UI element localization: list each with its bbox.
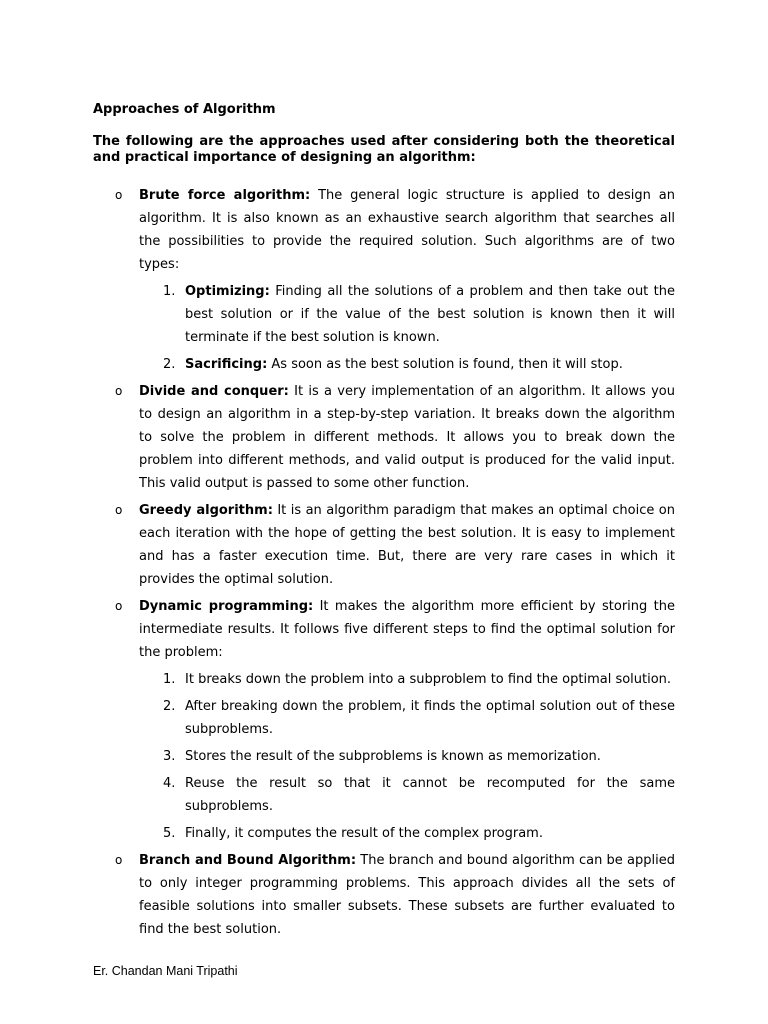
- sub-item-number: 3.: [163, 749, 176, 764]
- sub-list-item: [139, 695, 675, 741]
- bullet-icon: o: [115, 503, 123, 517]
- intro-paragraph: The following are the approaches used after considering both the theoretical and practical importance of designing an algorithm:: [93, 134, 675, 165]
- sub-item-text: Stores the result of the subproblems is known as memorization.: [185, 749, 601, 764]
- sub-item-description: As soon as the best solution is found, then it will stop.: [267, 357, 623, 372]
- list-item: [93, 595, 675, 845]
- bullet-icon: o: [115, 384, 123, 398]
- item-label: Dynamic programming:: [139, 599, 314, 614]
- list-item: [93, 184, 675, 376]
- sub-list-item: [139, 280, 675, 349]
- item-label: Divide and conquer:: [139, 384, 289, 399]
- approaches-list: [93, 184, 675, 945]
- item-text: [139, 184, 675, 276]
- list-item: [93, 499, 675, 591]
- document-title: Approaches of Algorithm: [93, 102, 276, 117]
- item-description: It is an algorithm paradigm that makes an optimal choice on each iteration with the hope of getting the best solution. It is easy to implement and has a faster execution time. But, there are very rare cases in which it provides the optimal solution.: [139, 503, 675, 587]
- sub-item-text: Reuse the result so that it cannot be recomputed for the same subproblems.: [185, 776, 675, 814]
- sub-item-text: Finally, it computes the result of the complex program.: [185, 826, 543, 841]
- sub-list-item: [139, 772, 675, 818]
- sub-item-text: It breaks down the problem into a subproblem to find the optimal solution.: [185, 672, 672, 687]
- sub-list-item: [139, 745, 675, 768]
- sub-item-number: 2.: [163, 357, 176, 372]
- bullet-icon: o: [115, 188, 123, 202]
- list-item: [93, 849, 675, 941]
- sub-item-label: Sacrificing:: [185, 357, 268, 372]
- sub-item-number: 1.: [163, 284, 176, 299]
- sub-list-item: [139, 353, 675, 376]
- sub-item-text: [185, 280, 675, 349]
- bullet-icon: o: [115, 853, 123, 867]
- sub-item-description: Finding all the solutions of a problem and then take out the best solution or if the value of the best solution is known then it will terminate if the best solution is known.: [185, 284, 675, 345]
- sub-item-number: 1.: [163, 672, 176, 687]
- sub-list-item: [139, 668, 675, 691]
- sub-item-number: 4.: [163, 776, 176, 791]
- item-description: The branch and bound algorithm can be applied to only integer programming problems. This approach divides all the sets of feasible solutions into smaller subsets. These subsets are further evaluated to find the best solution.: [139, 853, 675, 937]
- sub-list-item: [139, 822, 675, 845]
- list-item: [93, 380, 675, 495]
- sub-item-text: After breaking down the problem, it finds the optimal solution out of these subproblems.: [185, 699, 675, 737]
- item-description: It is a very implementation of an algorithm. It allows you to design an algorithm in a step-by-step variation. It breaks down the algorithm to solve the problem in different methods. It allows you to break down the problem into different methods, and valid output is produced for the valid input. This valid output is passed to some other function.: [139, 384, 675, 491]
- bullet-icon: o: [115, 599, 123, 613]
- footer-author: Er. Chandan Mani Tripathi: [93, 964, 238, 978]
- item-label: Greedy algorithm:: [139, 503, 273, 518]
- item-label: Brute force algorithm:: [139, 188, 311, 203]
- sub-item-number: 5.: [163, 826, 176, 841]
- item-text: [139, 595, 675, 664]
- item-label: Branch and Bound Algorithm:: [139, 853, 357, 868]
- sub-item-label: Optimizing:: [185, 284, 270, 299]
- item-description: The general logic structure is applied to design an algorithm. It is also known as an exhaustive search algorithm that searches all the possibilities to provide the required solution. Such algorithms are of two types:: [139, 188, 675, 272]
- sub-item-text: [185, 353, 675, 376]
- item-text: [139, 499, 675, 591]
- item-description: It makes the algorithm more efficient by storing the intermediate results. It follows five different steps to find the optimal solution for the problem:: [139, 599, 675, 660]
- item-text: [139, 849, 675, 941]
- sub-item-number: 2.: [163, 699, 176, 714]
- item-text: [139, 380, 675, 495]
